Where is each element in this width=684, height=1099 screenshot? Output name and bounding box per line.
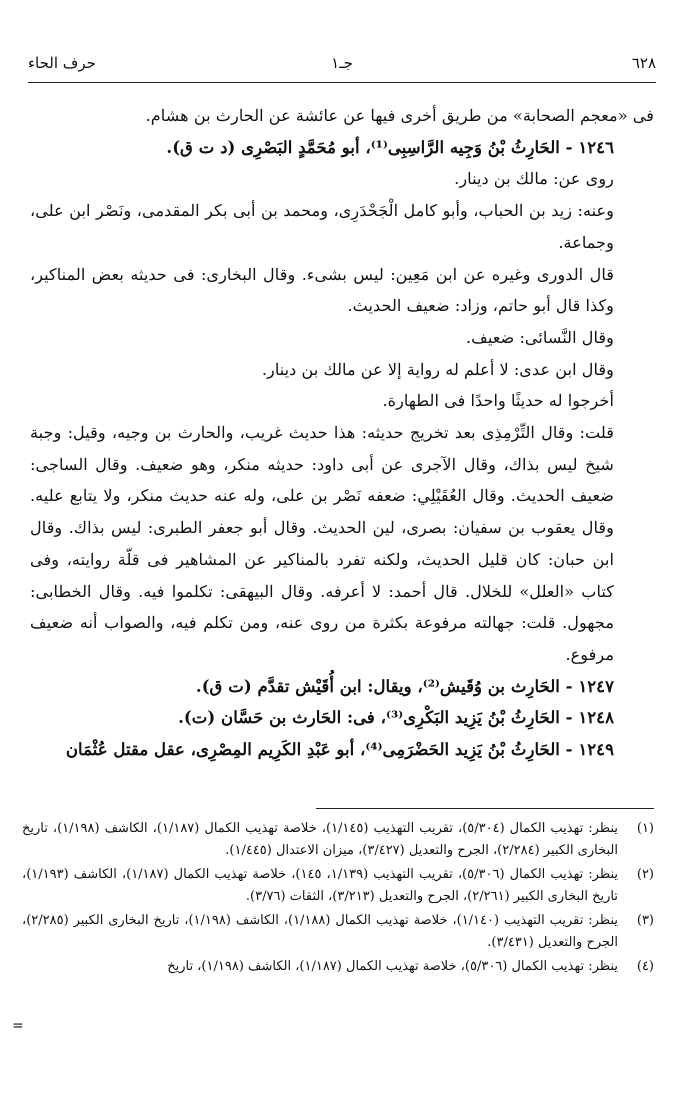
footnote-text: ينظر: تقريب التهذيب (١/١٤٠)، خلاصة تهذيب الكمال (١/١٨٨)، الكاشف (١/١٩٨)، تاريخ البخارى الكبير (٢/٢٨٥)، الجرح والتعديل (٣/٤٣١). bbox=[22, 913, 619, 950]
entry-heading-1246: ١٢٤٦ - الحَارِثُ بْنُ وَجِيه الرَّاسِبِى⁽¹⁾، أبو مُحَمَّدٍ البَصْرِى (د ت ق). bbox=[166, 136, 614, 157]
paragraph: روى عن: مالك بن دينار. bbox=[454, 169, 614, 189]
footnote-number: (١) bbox=[636, 821, 654, 836]
paragraph: وقال ابن عدى: لا أعلم له رواية إلا عن مالك بن دينار. bbox=[261, 359, 614, 379]
paragraph: وعنه: زيد بن الحباب، وأبو كامل الْجَحْدَرِى، ومحمد بن أبى بكر المقدمى، ونَصْر ابن على، وجماعة. bbox=[30, 201, 614, 252]
footnote-text: ينظر: تهذيب الكمال (٥/٣٠٦)، خلاصة تهذيب الكمال (١/١٨٧)، الكاشف (١/١٩٨)، تاريخ bbox=[167, 959, 618, 974]
footnote bbox=[22, 864, 654, 907]
footnote-number: (٣) bbox=[636, 913, 654, 928]
entry-heading-1247: ١٢٤٧ - الحَارِث بن وُقَيش⁽²⁾، ويقال: ابن أُقَيْش تقدَّم (ت ق). bbox=[195, 675, 614, 696]
footnote-text: ينظر: تهذيب الكمال (٥/٣٠٤)، تقريب التهذيب (١/١٤٥)، خلاصة تهذيب الكمال (١/١٨٧)، الكاشف (١/١٩٨)، تاريخ البخارى الكبير (٢/٢٨٤)، الجرح والتعديل (٣/٤٢٧)، ميزان الاعتدال (١/٤٤٥). bbox=[22, 821, 619, 858]
footnote-rule bbox=[316, 808, 654, 809]
running-header bbox=[28, 54, 656, 80]
footnote bbox=[22, 956, 654, 978]
paragraph: أخرجوا له حديثًا واحدًا فى الطهارة. bbox=[382, 391, 614, 411]
entry-heading-1249: ١٢٤٩ - الحَارِثُ بْنُ يَزِيد الحَضْرَمِى⁽⁴⁾، أبو عَبْدِ الكَرِيم المِصْرِى، عقل مقتل عُثْمَان bbox=[65, 739, 614, 760]
footnote bbox=[22, 910, 654, 953]
footnote-number: (٢) bbox=[636, 867, 654, 882]
paragraph: فى «معجم الصحابة» من طريق أخرى فيها عن عائشة عن الحارث بن هشام. bbox=[145, 106, 654, 125]
main-text bbox=[30, 100, 654, 766]
paragraph: قال الدورى وغيره عن ابن مَعِين: ليس بشىء. وقال البخارى: فى حديثه بعض المناكير، وكذا قال أبو حاتم، وزاد: ضعيف الحديث. bbox=[30, 264, 614, 316]
entry-heading-1248: ١٢٤٨ - الحَارِثُ بْنُ يَزِيد البَكْرِى⁽³⁾، فى: الحَارث بن حَسَّان (ت). bbox=[178, 707, 614, 728]
footnote-number: (٤) bbox=[636, 959, 654, 974]
continuation-mark: = bbox=[12, 1018, 24, 1034]
footnote-text: ينظر: تهذيب الكمال (٥/٣٠٦)، تقريب التهذيب (١/١٣٩، ١٤٥)، خلاصة تهذيب الكمال (١/١٨٧)، الكاشف (١/١٩٣)، تاريخ البخارى الكبير (٢/٢٦١)، الجرح والتعديل (٣/٢١٣)، الثقات (٣/٧٦). bbox=[22, 867, 619, 904]
volume-label: جـ١ bbox=[331, 54, 353, 72]
paragraph: قلت: وقال التِّرْمِذِى بعد تخريج حديثه: هذا حديث غريب، والحارث بن وجيه، وقيل: وجبة شيخ ليس بذاك، وقال الآجرى عن أبى داود: حديثه منكر، وهو ضعيف. وقال الساجى: ضعيف الحديث. وقال العُقَيْلِي: ضعفه نَصْر بن على، وله عنه حديث منكر، ولا يتابع عليه. وقال يعقوب بن سفيان: بصرى، لين الحديث. وقال أبو جعفر الطبرى: ليس بذاك. وقال ابن حبان: كان قليل الحديث، ولكنه تفرد بالمناكير عن المشاهير فى قلّة روايته، وفى كتاب «العلل» للخلال. قال أحمد: لا أعرفه. وقال البيهقى: تكلموا فيه. وقال الخطابى: مجهول. قلت: جهالته مرفوعة بكثرة من روى عنه، ومن تكلم فيه، والصواب أنه ضعيف مرفوع. bbox=[30, 423, 614, 664]
header-rule bbox=[28, 82, 656, 83]
footnotes bbox=[22, 818, 654, 981]
footnote bbox=[22, 818, 654, 861]
page-number: ٦٢٨ bbox=[631, 54, 656, 72]
paragraph: وقال النَّسائى: ضعيف. bbox=[465, 327, 614, 347]
section-title: حرف الحاء bbox=[28, 54, 96, 72]
